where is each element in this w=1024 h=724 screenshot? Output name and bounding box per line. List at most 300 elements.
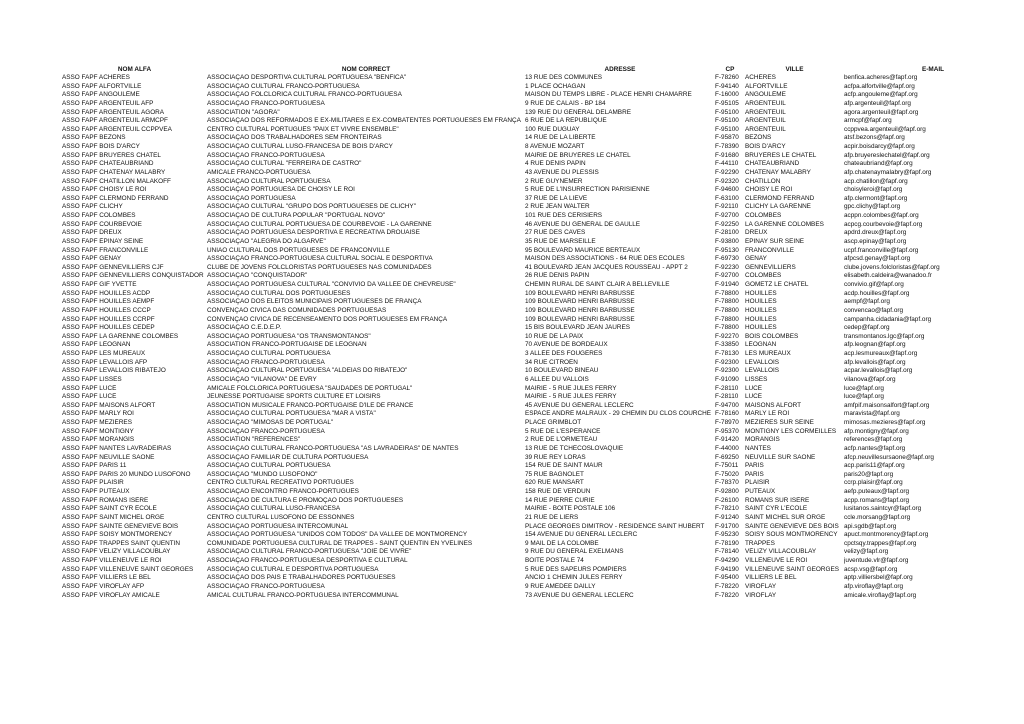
cell-nom-alfa: ASSO FAPF LA GARENNE COLOMBES (62, 332, 179, 340)
cell-cp: F-28100 (715, 229, 739, 237)
cell-nom-correct: ASSOCIAÇÃO CULTURAL PORTUGUESA "ALDEIAS DO RIBATEJO" (207, 367, 408, 375)
cell-nom-correct: ASSOCIAÇÃO CULTURAL LUSO-FRANCESA DE BOIS D'ARCY (207, 143, 393, 150)
cell-nom-alfa: ASSO FAPF LES MUREAUX (62, 350, 146, 357)
cell-adresse: 21 RUE DE LIERS (525, 513, 579, 521)
cell-nom-alfa: ASSO FAPF DREUX (62, 229, 122, 237)
table-row (62, 497, 1022, 506)
cell-nom-correct: ASSOCIAÇÃO "MIMOSAS DE PORTUGAL" (207, 419, 334, 426)
cell-ville: BEZONS (745, 134, 772, 142)
cell-nom-correct: ASSOCIAÇÃO FRANCO-PORTUGUESA CULTURAL SOCIAL E DESPORTIVA (207, 255, 433, 263)
table-row (62, 324, 1022, 333)
cell-email: lusitanos.saintcyr@fapf.org (844, 505, 922, 513)
cell-nom-correct: ASSOCIAÇÃO "ALEGRIA DO ALGARVE" (207, 237, 326, 245)
cell-nom-correct: ASSOCIAÇÃO CULTURAL FRANCO-PORTUGUESA "JOIE DE VIVRE" (207, 548, 412, 556)
cell-adresse: BOITE POSTALE 74 (525, 557, 584, 564)
cell-cp: F-92300 (715, 358, 739, 366)
cell-nom-correct: ASSOCIAÇÃO C.E.D.E.P. (207, 324, 282, 332)
cell-ville: PUTEAUX (745, 488, 776, 495)
cell-adresse: 9 RUE DU GÉNÉRAL EXELMANS (525, 548, 624, 556)
cell-nom-alfa: ASSO FAPF HOUILLES CCRPF (62, 315, 155, 323)
cell-nom-alfa: ASSO FAPF TRAPPES SAINT QUENTIN (62, 539, 181, 547)
cell-email: campanha.cidadania@fapf.org (844, 315, 932, 323)
cell-nom-alfa: ASSO FAPF SAINT CYR ÉCOLE (62, 505, 157, 513)
cell-email: acfp.nantes@fapf.org (844, 444, 906, 452)
cell-nom-correct: ASSOCIAÇÃO PORTUGUESA INTERCOMUNAL (207, 522, 349, 530)
cell-ville: FRANCONVILLE (745, 246, 795, 254)
cell-ville: COLOMBES (745, 212, 782, 219)
cell-cp: F-95130 (715, 246, 739, 254)
cell-email: acp.paris11@fapf.org (844, 462, 905, 470)
cell-email: convencao@fapf.org (844, 306, 904, 314)
cell-cp: F-94600 (715, 186, 739, 194)
cell-adresse: MAIRIE DE BRUYÈRES LE CHATEL (525, 151, 631, 159)
cell-cp: F-92300 (715, 367, 739, 375)
cell-adresse: 100 RUE DUGUAY (525, 125, 580, 133)
cell-nom-correct: COMUNIDADE PORTUGUESA CULTURAL DE TRAPPES - SAINT QUENTIN EN YVELINES (207, 539, 473, 547)
cell-nom-alfa: ASSO FAPF PARIS 20 MUNDO LUSOFONO (62, 470, 191, 478)
cell-nom-correct: ASSOCIAÇÃO DOS REFORMADOS E EX-MILITARES E EX-COMBATENTES PORTUGUESES EM FRANÇA (207, 117, 521, 125)
cell-adresse: 154 AVENUE DU GÉNÉRAL LECLERC (525, 531, 638, 539)
cell-nom-alfa: ASSO FAPF VILLIERS LE BEL (62, 574, 151, 582)
cell-adresse: 109 BOULEVARD HENRI BARBUSSE (525, 289, 635, 297)
cell-email: luce@fapf.org (844, 393, 884, 401)
cell-nom-correct: ASSOCIAÇÃO CULTURAL FRANCO-PORTUGUESA "AS LAVRADEIRAS" DE NANTES (207, 444, 459, 452)
cell-nom-alfa: ASSO FAPF MAISONS ALFORT (62, 401, 156, 409)
header-nom-correct: NOM CORRECT (341, 66, 391, 73)
table-row (62, 160, 1022, 169)
cell-cp: F-95870 (715, 134, 739, 142)
cell-email: cpctsqy.trappes@fapf.org (844, 539, 917, 547)
header-nom-alfa: NOM ALFA (117, 66, 152, 73)
table-row (62, 402, 1022, 411)
cell-ville: MÉZIÈRES SUR SEINE (745, 419, 814, 426)
cell-email: juventude.vlr@fapf.org (844, 557, 909, 564)
cell-cp: F-95100 (715, 125, 739, 133)
cell-ville: CHATILLON (745, 177, 781, 185)
cell-adresse: 46 AVENUE DU GÉNÉRAL DE GAULLE (525, 220, 641, 228)
cell-ville: NEUVILLE SUR SAÔNE (745, 453, 816, 461)
cell-adresse: 15 BIS BOULEVARD JEAN JAURÈS (525, 324, 631, 332)
cell-email: afp.argenteuil@fapf.org (844, 99, 911, 107)
cell-adresse: 158 RUE DE VERDUN (525, 488, 591, 495)
cell-nom-alfa: ASSO FAPF GENAY (62, 255, 122, 263)
cell-adresse: 13 RUE DE TCHÉCOSLOVAQUIE (525, 444, 624, 452)
cell-adresse: 37 RUE DE LA LIEVE (525, 194, 588, 202)
cell-nom-correct: ASSOCIAÇÃO "MUNDO LUSOFONO" (207, 470, 318, 478)
cell-nom-correct: ASSOCIAÇÃO CULTURAL "FERREIRA DE CASTRO" (207, 160, 362, 168)
cell-cp: F-28110 (715, 393, 739, 401)
cell-email: ccppvea.argenteuil@fapf.org (844, 125, 926, 133)
cell-ville: HOUILLES (745, 298, 777, 306)
cell-ville: GENNEVILLIERS (745, 263, 796, 271)
cell-ville: CHATEAUBRIAND (745, 160, 800, 168)
cell-ville: PARIS (745, 462, 764, 470)
cell-cp: F-69730 (715, 255, 739, 263)
header-ville: VILLE (785, 66, 804, 73)
cell-cp: F-78370 (715, 479, 739, 487)
cell-cp: F-92290 (715, 168, 739, 176)
table-row (62, 540, 1022, 549)
cell-adresse: 43 AVENUE DU PLESSIS (525, 168, 599, 176)
cell-adresse: MAIRIE - 5 RUE JULES FERRY (525, 384, 617, 392)
table-row (62, 117, 1022, 126)
cell-nom-correct: ASSOCIATION FRANCO-PORTUGAISE DE LÉOGNAN (207, 341, 367, 349)
table-row (62, 531, 1022, 540)
cell-nom-alfa: ASSO FAPF VILLENEUVE SAINT GEORGES (62, 565, 194, 573)
cell-cp: F-75020 (715, 470, 739, 478)
cell-nom-alfa: ASSO FAPF HOUILLES AEMPF (62, 298, 155, 306)
cell-ville: DREUX (745, 229, 768, 237)
cell-ville: MONTIGNY LES CORMEILLES (745, 427, 837, 435)
cell-adresse: 5 RUE DE L'INSURRECTION PARISIENNE (525, 186, 650, 194)
cell-ville: SAINT MICHEL SUR ORGE (745, 513, 826, 521)
table-row (62, 393, 1022, 402)
cell-adresse: 4 RUE DENIS PAPIN (525, 160, 586, 168)
table-row (62, 592, 1022, 601)
table-row (62, 350, 1022, 359)
cell-email: ucpf.franconville@fapf.org (844, 246, 919, 254)
cell-adresse: PLACE GEORGES DIMITROV - RÉSIDENCE SAINT HUBERT (525, 522, 705, 530)
cell-adresse: 41 BOULEVARD JEAN JACQUES ROUSSEAU - APPT 2 (525, 263, 688, 271)
table-row (62, 74, 1022, 83)
cell-email: apuct.montmorency@fapf.org (844, 531, 929, 539)
cell-ville: LEVALLOIS (745, 367, 779, 375)
cell-nom-alfa: ASSO FAPF COURBEVOIE (62, 220, 142, 228)
cell-email: acfpa.alfortville@fapf.org (844, 82, 915, 90)
cell-nom-correct: ASSOCIAÇÃO PORTUGUESA "OS TRANSMONTANOS" (207, 332, 371, 340)
cell-adresse: 9 RUE DE CALAIS - BP 184 (525, 99, 606, 107)
cell-ville: LUCÉ (745, 393, 763, 401)
table-row (62, 238, 1022, 247)
table-row (62, 178, 1022, 187)
cell-nom-correct: ASSOCIAÇÃO CULTURAL FRANCO-PORTUGUESA (207, 82, 360, 90)
cell-nom-alfa: ASSO FAPF COLOMBES (62, 212, 136, 219)
cell-ville: ARGENTEUIL (745, 117, 786, 125)
header-adresse: ADRESSE (604, 66, 636, 73)
table-row (62, 307, 1022, 316)
cell-ville: LEVALLOIS (745, 358, 779, 366)
table-row (62, 247, 1022, 256)
cell-ville: ARGENTEUIL (745, 125, 786, 133)
cell-cp: F-91700 (715, 522, 739, 530)
cell-nom-correct: ASSOCIAÇÃO CULTURAL DOS PORTUGUESES (207, 289, 351, 297)
table-row (62, 410, 1022, 419)
cell-ville: ANGOULÊME (745, 91, 786, 99)
cell-nom-alfa: ASSO FAPF MORANGIS (62, 436, 135, 444)
cell-ville: ACHÈRES (745, 74, 776, 81)
table-row (62, 445, 1022, 454)
cell-nom-alfa: ASSO FAPF LEVALLOIS RIBATEJO (62, 367, 166, 375)
cell-nom-correct: ASSOCIAÇÃO CULTURAL PORTUGUESA (207, 177, 331, 185)
cell-cp: F-91940 (715, 281, 739, 288)
cell-nom-alfa: ASSO FAPF MONTIGNY (62, 427, 134, 435)
cell-adresse: ESPACE ANDRÉ MALRAUX - 29 CHEMIN DU CLOS COURCHÉ (525, 410, 711, 418)
cell-nom-correct: ASSOCIAÇÃO ENCONTRO FRANCO-PORTUGUÊS (207, 488, 359, 495)
cell-nom-correct: ASSOCIAÇÃO CULTURAL E DESPORTIVA PORTUGUESA (207, 565, 379, 573)
cell-adresse: 70 AVENUE DE BORDEAUX (525, 341, 608, 349)
cell-nom-alfa: ASSO FAPF SAINTE GENEVIÈVE BOIS (62, 522, 179, 530)
table-row (62, 264, 1022, 273)
cell-nom-alfa: ASSO FAPF ÉPINAY SEINE (62, 237, 144, 245)
cell-email: acpp.romans@fapf.org (844, 496, 910, 504)
cell-nom-correct: ASSOCIAÇÃO FRANCO-PORTUGUESA (207, 358, 325, 366)
cell-adresse: 3 ALLÉE DES FOUGÈRES (525, 350, 603, 357)
table-row (62, 341, 1022, 350)
cell-nom-correct: AMICAL CULTURAL FRANCO-PORTUGUESA INTERCOMMUNAL (207, 591, 399, 599)
table-row (62, 83, 1022, 92)
cell-nom-correct: ASSOCIAÇÃO CULTURAL PORTUGUESA (207, 350, 331, 357)
cell-adresse: 101 RUE DES CERISIERS (525, 212, 603, 219)
cell-ville: VÉLIZY VILLACOUBLAY (745, 548, 817, 556)
cell-cp: F-78800 (715, 306, 739, 314)
cell-nom-correct: ASSOCIAÇÃO DE CULTURA POPULAR "PORTUGAL NOVO" (207, 212, 386, 219)
cell-nom-alfa: ASSO FAPF ARGENTEUIL CCPPVEA (62, 125, 172, 133)
cell-cp: F-78210 (715, 505, 739, 513)
table-row (62, 290, 1022, 299)
cell-adresse: 8 AVENUE MOZART (525, 143, 585, 150)
cell-ville: MAISONS ALFORT (745, 401, 801, 409)
cell-nom-correct: AMICALE FRANCO-PORTUGUESA (207, 168, 311, 176)
cell-ville: PLAISIR (745, 479, 770, 487)
cell-cp: F-75011 (715, 462, 739, 470)
cell-nom-alfa: ASSO FAPF NEUVILLE SAÔNE (62, 453, 155, 461)
cell-email: mimosas.mezieres@fapf.org (844, 419, 926, 426)
table-row (62, 505, 1022, 514)
cell-nom-alfa: ASSO FAPF VIROFLAY AFP (62, 582, 145, 590)
cell-email: afp.bruyereslechatel@fapf.org (844, 151, 930, 159)
table-row (62, 574, 1022, 583)
cell-cp: F-95100 (715, 108, 739, 116)
cell-nom-alfa: ASSO FAPF FRANCONVILLE (62, 246, 149, 254)
table-row (62, 316, 1022, 325)
cell-nom-alfa: ASSO FAPF BEZONS (62, 134, 126, 142)
table-row (62, 152, 1022, 161)
cell-email: amicale.viroflay@fapf.org (844, 591, 917, 599)
cell-cp: F-92800 (715, 488, 739, 495)
cell-email: acsp.vsg@fapf.org (844, 565, 898, 573)
cell-ville: HOUILLES (745, 306, 777, 314)
table-row (62, 523, 1022, 532)
cell-email: ccle.morsang@fapf.org (844, 513, 911, 521)
cell-nom-alfa: ASSO FAPF BOIS D'ARCY (62, 143, 140, 150)
cell-email: afcp.neuvillesursaone@fapf.org (844, 453, 934, 461)
cell-email: convivio.gif@fapf.org (844, 281, 904, 288)
cell-nom-alfa: ASSO FAPF ROMANS ISÈRE (62, 496, 149, 504)
cell-cp: F-78140 (715, 548, 739, 556)
cell-email: vilanova@fapf.org (844, 375, 896, 383)
cell-email: atsf.bezons@fapf.org (844, 134, 905, 142)
cell-nom-correct: UNIÃO CULTURAL DOS PORTUGUESES DE FRANCONVILLE (207, 246, 390, 254)
cell-email: acpar.levallois@fapf.org (844, 367, 913, 375)
cell-ville: ROMANS SUR ISÈRE (745, 496, 810, 504)
cell-adresse: 620 RUE MANSART (525, 479, 584, 487)
cell-email: afp.levallois@fapf.org (844, 358, 906, 366)
cell-nom-correct: ASSOCIATION MUSICALE FRANCO-PORTUGAISE D'ILE DE FRANCE (207, 401, 414, 409)
cell-email: afp.montigny@fapf.org (844, 427, 909, 435)
cell-cp: F-92270 (715, 332, 739, 340)
cell-adresse: PLACE GRIMBLOT (525, 419, 582, 426)
cell-nom-correct: ASSOCIAÇÃO DOS TRABALHADORES SEM FRONTEIRAS (207, 134, 382, 142)
cell-nom-alfa: ASSO FAPF SOISY MONTMORENCY (62, 531, 172, 539)
cell-email: agora.argenteuil@fapf.org (844, 108, 919, 116)
association-list-sheet (62, 66, 1022, 600)
cell-nom-correct: ASSOCIAÇÃO PORTUGUESA DE CHOISY LE ROI (207, 186, 355, 194)
cell-ville: LÉOGNAN (745, 341, 777, 349)
cell-nom-correct: ASSOCIAÇÃO FRANCO-PORTUGUESA DESPORTIVA E CULTURAL (207, 557, 408, 564)
table-row (62, 134, 1022, 143)
cell-nom-alfa: ASSO FAPF MÉZIÈRES (62, 419, 132, 426)
cell-adresse: 2 RUE GUYNEMER (525, 177, 583, 185)
cell-nom-alfa: ASSO FAPF ALFORTVILLE (62, 82, 142, 90)
cell-nom-correct: JEUNESSE PORTUGAISE SPORTS CULTURE ET LOISIRS (207, 393, 381, 401)
cell-email: afp.viroflay@fapf.org (844, 582, 904, 590)
cell-ville: COLOMBES (745, 272, 782, 280)
cell-ville: ARGENTEUIL (745, 99, 786, 107)
cell-nom-alfa: ASSO FAPF LÉOGNAN (62, 341, 131, 349)
cell-adresse: 2 RUE JEAN WALTER (525, 203, 590, 211)
table-row (62, 272, 1022, 281)
cell-nom-correct: ASSOCIAÇÃO CULTURAL PORTUGUESA "MAR A VISTA" (207, 410, 376, 418)
cell-email: transmontanos.lgc@fapf.org (844, 332, 925, 340)
cell-email: paris20@fapf.org (844, 470, 894, 478)
association-table (62, 66, 1022, 600)
cell-adresse: 5 RUE DES SAPEURS POMPIERS (525, 565, 627, 573)
cell-adresse: 27 RUE DES CAVES (525, 229, 586, 237)
cell-ville: LES MUREAUX (745, 350, 791, 357)
cell-cp: F-78260 (715, 74, 739, 81)
cell-cp: F-78220 (715, 591, 739, 599)
cell-adresse: 10 RUE DE LA PAIX (525, 332, 584, 340)
cell-nom-alfa: ASSO FAPF HOUILLES CEDEP (62, 324, 155, 332)
cell-ville: CHOISY LE ROI (745, 186, 793, 194)
cell-email: cedep@fapf.org (844, 324, 890, 332)
cell-cp: F-44110 (715, 160, 739, 168)
cell-cp: F-95100 (715, 117, 739, 125)
cell-cp: F-16000 (715, 91, 739, 99)
cell-nom-correct: ASSOCIAÇÃO CULTURAL LUSO-FRANCESA (207, 505, 341, 513)
cell-cp: F-78800 (715, 298, 739, 306)
cell-adresse: 39 RUE REY LORAS (525, 453, 586, 461)
table-row (62, 255, 1022, 264)
cell-nom-alfa: ASSO FAPF VIROFLAY AMICALE (62, 591, 160, 599)
cell-email: acpcg.courbevoie@fapf.org (844, 220, 923, 228)
cell-adresse: 139 RUE DU GÉNÉRAL DELAMBRE (525, 108, 631, 116)
cell-adresse: 6 ALLÉE DU VALLOIS (525, 375, 589, 383)
cell-nom-correct: ASSOCIAÇÃO FOLCLORICA CULTURAL FRANCO-PORTUGUESA (207, 91, 402, 99)
cell-nom-alfa: ASSO FAPF ACHÈRES (62, 74, 130, 81)
cell-nom-correct: CENTRO CULTURAL PORTUGUÊS "PAIX ET VIVRE ENSEMBLE" (207, 125, 399, 133)
table-row (62, 333, 1022, 342)
cell-nom-alfa: ASSO FAPF GIF YVETTE (62, 281, 137, 288)
cell-cp: F-78190 (715, 539, 739, 547)
cell-email: acppn.colombes@fapf.org (844, 212, 919, 219)
cell-cp: F-94190 (715, 565, 739, 573)
cell-nom-alfa: ASSO FAPF CHATILLON MALAKOFF (62, 177, 171, 185)
cell-nom-correct: ASSOCIAÇÃO PORTUGUESA CULTURAL "CONVIVIO DA VALLÉE DE CHEVREUSE" (207, 281, 456, 288)
cell-nom-alfa: ASSO FAPF CHATENAY MALABRY (62, 168, 166, 176)
cell-nom-alfa: ASSO FAPF MARLY ROI (62, 410, 134, 418)
cell-nom-correct: ASSOCIAÇÃO FRANCO-PORTUGUESA (207, 99, 325, 107)
cell-cp: F-78800 (715, 324, 739, 332)
cell-adresse: 14 RUE PIERRE CURIE (525, 496, 595, 504)
cell-adresse: 109 BOULEVARD HENRI BARBUSSE (525, 298, 635, 306)
cell-nom-correct: CONVENÇÃO CIVICA DAS COMUNIDADES PORTUGUESAS (207, 306, 387, 314)
cell-nom-correct: ASSOCIAÇÃO "VILANOVA" DE ÉVRY (207, 375, 317, 383)
cell-ville: PARIS (745, 470, 764, 478)
cell-nom-alfa: ASSO FAPF ARGENTEUIL ARMCPF (62, 117, 168, 125)
cell-nom-correct: CLUBE DE JOVENS FOLCLORISTAS PORTUGUESES NAS COMUNIDADES (207, 263, 432, 271)
cell-nom-correct: ASSOCIAÇÃO FAMILIAR DE CULTURA PORTUGUESA (207, 453, 369, 461)
cell-cp: F-91680 (715, 151, 739, 159)
cell-nom-alfa: ASSO FAPF LUCÉ (62, 384, 117, 392)
cell-adresse: 154 RUE DE SAINT MAUR (525, 462, 603, 470)
cell-nom-alfa: ASSO FAPF PARIS 11 (62, 462, 127, 470)
cell-cp: F-92230 (715, 263, 739, 271)
cell-adresse: MAIRIE - 5 RUE JULES FERRY (525, 393, 617, 401)
cell-adresse: CHEMIN RURAL DE SAINT CLAIR A BELLEVILLE (525, 281, 670, 288)
cell-cp: F-63100 (715, 194, 739, 202)
cell-nom-alfa: ASSO FAPF BRUYÈRES CHATEL (62, 151, 161, 159)
header-cp: CP (725, 66, 735, 73)
header-row (62, 66, 1022, 74)
cell-adresse: 9 RUE AMÉDÉE DAILLY (525, 582, 596, 590)
cell-email: maravista@fapf.org (844, 410, 900, 418)
cell-adresse: 10 BOULEVARD BINEAU (525, 367, 599, 375)
cell-cp: F-94700 (715, 401, 739, 409)
cell-cp: F-78970 (715, 419, 739, 426)
table-row (62, 359, 1022, 368)
cell-nom-correct: ASSOCIAÇÃO DOS ELEITOS MUNICIPAIS PORTUGUESES DE FRANÇA (207, 298, 422, 306)
cell-ville: HOUILLES (745, 324, 777, 332)
cell-cp: F-78800 (715, 289, 739, 297)
cell-nom-alfa: ASSO FAPF HOUILLES ACDP (62, 289, 151, 297)
table-row (62, 100, 1022, 109)
cell-adresse: 73 AVENUE DU GÉNÉRAL LECLERC (525, 591, 634, 599)
cell-email: acp.lesmureaux@fapf.org (844, 350, 918, 357)
cell-cp: F-92320 (715, 177, 739, 185)
cell-email: chateaubriand@fapf.org (844, 160, 913, 168)
table-row (62, 514, 1022, 523)
cell-email: apdrd.dreux@fapf.org (844, 229, 907, 237)
cell-adresse: MAISON DES ASSOCIATIONS - 64 RUE DES ÉCOLES (525, 255, 685, 263)
cell-email: luce@fapf.org (844, 384, 884, 392)
cell-adresse: 14 RUE DE LA LIBERTÉ (525, 134, 596, 142)
cell-cp: F-94290 (715, 557, 739, 564)
cell-nom-correct: ASSOCIATION "RÉFÉRENCES" (207, 436, 301, 444)
cell-adresse: 109 BOULEVARD HENRI BARBUSSE (525, 315, 635, 323)
table-row (62, 169, 1022, 178)
cell-nom-alfa: ASSO FAPF PUTEAUX (62, 488, 130, 495)
cell-adresse: 109 BOULEVARD HENRI BARBUSSE (525, 306, 635, 314)
cell-ville: TRAPPES (745, 539, 775, 547)
cell-cp: F-95230 (715, 531, 739, 539)
cell-nom-correct: CENTRO CULTURAL RECREATIVO PORTUGUÊS (207, 479, 354, 487)
cell-nom-correct: ASSOCIAÇÃO DESPORTIVA CULTURAL PORTUGUESA "BENFICA" (207, 74, 407, 81)
cell-nom-correct: ASSOCIAÇÃO PORTUGUESA "UNIDOS COM TODOS" DA VALLÉE DE MONTMORENCY (207, 531, 468, 539)
table-row (62, 212, 1022, 221)
table-row (62, 471, 1022, 480)
cell-cp: F-95400 (715, 574, 739, 582)
cell-nom-alfa: ASSO FAPF ARGENTEUIL AGORA (62, 108, 165, 116)
cell-email: acp.chatillon@fapf.org (844, 177, 908, 185)
cell-nom-correct: ASSOCIAÇÃO FRANCO-PORTUGUESA (207, 582, 325, 590)
cell-email: clube.jovens.folcloristas@fapf.org (844, 263, 940, 271)
cell-nom-correct: CENTRO CULTURAL LUSOFONO DE ESSONNES (207, 513, 355, 521)
cell-cp: F-93800 (715, 237, 739, 245)
cell-ville: ARGENTEUIL (745, 108, 786, 116)
table-row (62, 462, 1022, 471)
cell-nom-correct: ASSOCIAÇÃO CULTURAL PORTUGUESA (207, 462, 331, 470)
